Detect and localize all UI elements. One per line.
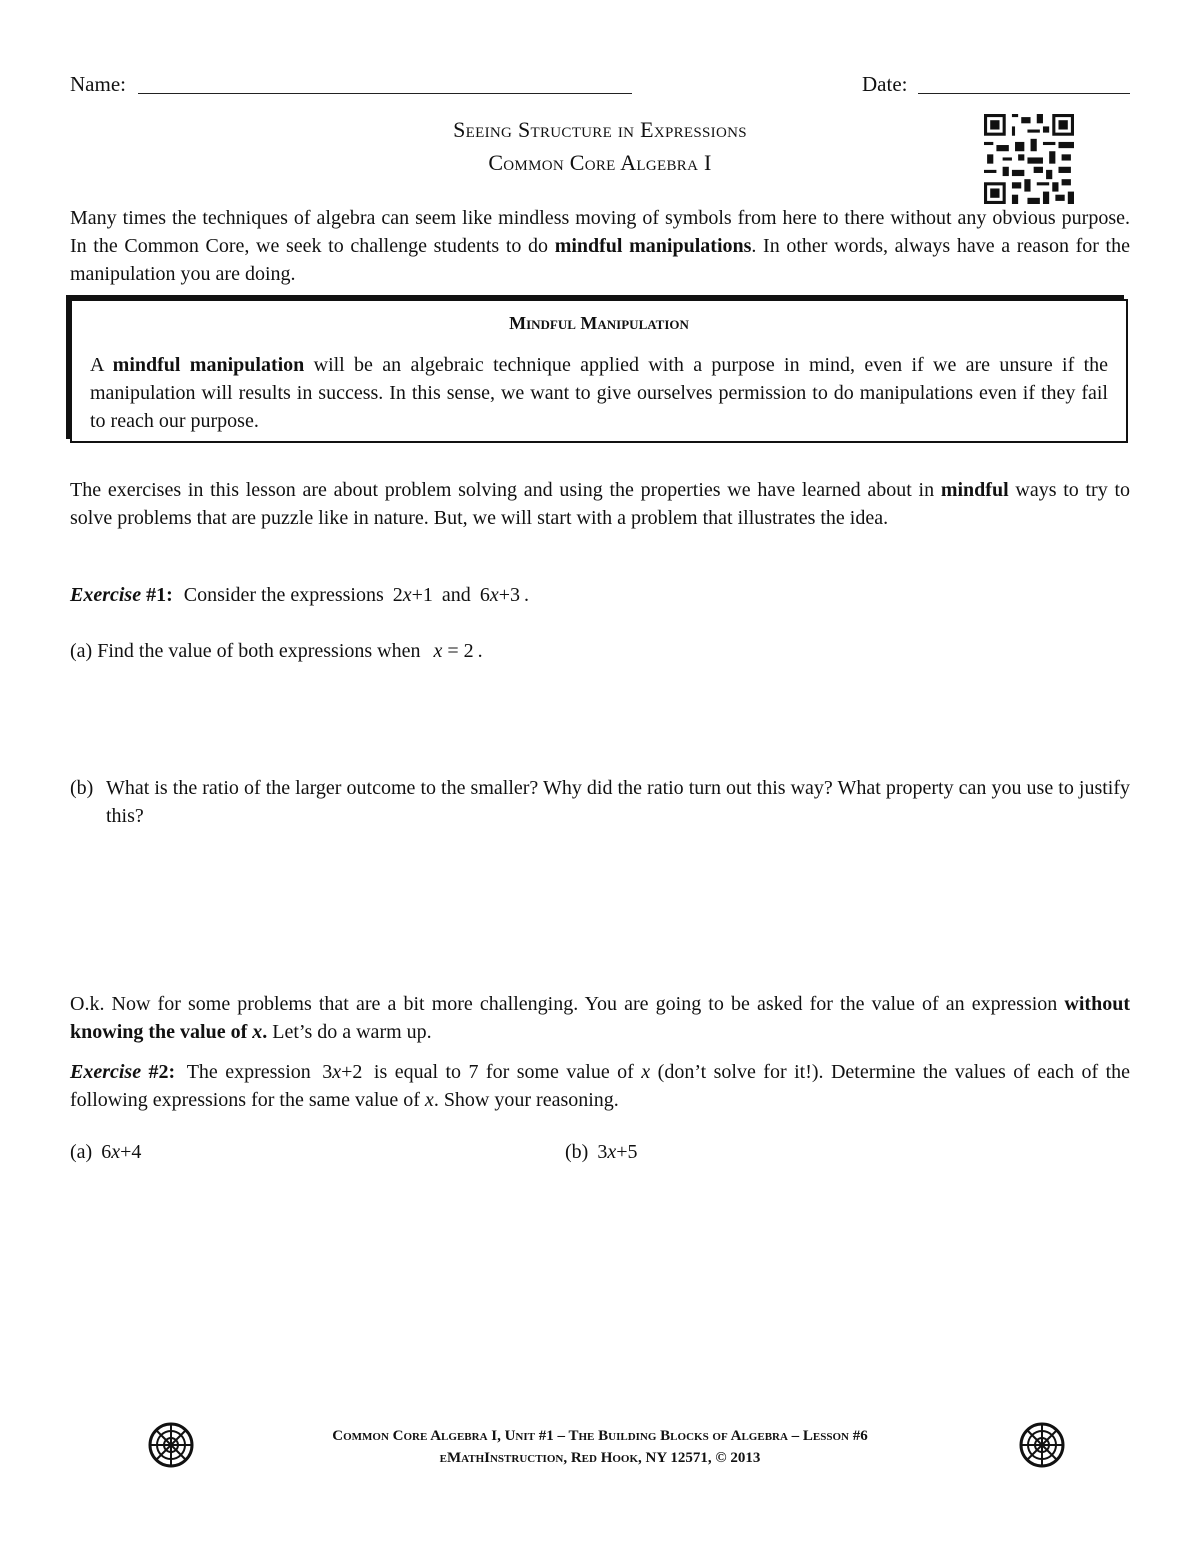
exercise-1-part-a: (a) Find the value of both expressions when x = 2 . — [70, 640, 483, 662]
definition-text-1: A — [90, 354, 113, 376]
footer-publisher-line: eMathInstruction, Red Hook, NY 12571, © 2013 — [439, 1450, 761, 1466]
exercise-2-part-a — [70, 1141, 145, 1164]
date-blank-line — [918, 93, 1130, 94]
warmup-bold: without knowing the value of x. — [70, 993, 1130, 1043]
exercise-2-text-4: . Show your reasoning. — [433, 1089, 619, 1111]
intro-paragraph — [70, 204, 1130, 288]
definition-box-title: Mindful Manipulation — [509, 313, 689, 333]
intro-bold: mindful manipulations — [554, 235, 752, 257]
ex2-part-a-expression: 6x+4 — [101, 1141, 142, 1163]
warmup-text-1: O.k. Now for some problems that are a bit more challenging. You are going to be asked for the value of an expression — [70, 993, 1065, 1015]
exercises-intro-paragraph — [70, 476, 1130, 532]
course-title: Common Core Algebra I — [488, 150, 712, 175]
name-label: Name: — [70, 72, 126, 96]
date-label: Date: — [862, 72, 908, 96]
definition-text-2: will be an algebraic technique applied with a purpose in mind, even if we are unsure if the manipulation will results in success. In this sense, we want to give ourselves permission to do manipulations even if they fail to reach our purpose. — [90, 354, 1109, 432]
footer-course-line: Common Core Algebra I, Unit #1 – The Building Blocks of Algebra – Lesson #6 — [332, 1428, 868, 1444]
exercise-2-text-1: The expression — [186, 1061, 311, 1083]
warmup-paragraph — [70, 990, 1130, 1046]
ex2-part-a-label: (a) — [70, 1141, 93, 1163]
part-a-label: (a) — [70, 640, 93, 662]
exercise-2-label-italic: Exercise — [70, 1061, 142, 1083]
emath-seal-icon — [148, 1422, 194, 1468]
exercise-2-expression: 3x+2 — [322, 1061, 363, 1083]
exercise-1-label-italic: Exercise — [70, 584, 142, 606]
exercise-2-label-num: #2: — [141, 1061, 176, 1083]
emath-seal-icon — [1019, 1422, 1065, 1468]
definition-bold: mindful manipulation — [112, 354, 305, 376]
name-blank-line — [138, 93, 632, 94]
exercise-2-part-b — [565, 1141, 642, 1164]
exercise-2-text-3: (don’t solve for it!). Determine the values of each of the following expressions for the same value of — [70, 1061, 1131, 1111]
exercise-2-text-2: is equal to 7 for some value of — [373, 1061, 634, 1083]
exercise-1-text: Consider the expressions — [183, 584, 384, 606]
exercise-2-var-1: x — [641, 1061, 651, 1083]
intro-text-2: . In other words, always have a reason for the manipulation you are doing. — [70, 235, 1130, 285]
definition-box — [70, 299, 1128, 443]
exercises-intro-text-2: ways to try to solve problems that are puzzle like in nature. But, we will start with a problem that illustrates the idea. — [70, 479, 1130, 529]
exercise-2-var-2: x — [424, 1089, 434, 1111]
exercise-2-prompt — [70, 1058, 1130, 1114]
ex2-part-b-expression: 3x+5 — [597, 1141, 638, 1163]
part-b-label: (b) — [70, 777, 94, 799]
part-a-equation: x = 2 — [433, 640, 474, 662]
exercise-1-prompt: Exercise #1: Consider the expressions 2x+1 and 6x+3 . — [70, 584, 529, 606]
exercises-intro-text-1: The exercises in this lesson are about problem solving and using the properties we have learned about in — [70, 479, 941, 501]
worksheet-title: Seeing Structure in Expressions — [453, 117, 747, 142]
qr-code-icon — [984, 114, 1074, 204]
exercises-intro-bold: mindful — [940, 479, 1009, 501]
exercise-1-expression-1: 2x+1 — [392, 584, 433, 606]
ex2-part-b-label: (b) — [565, 1141, 589, 1163]
part-b-text: What is the ratio of the larger outcome to the smaller? Why did the ratio turn out this way? What property can you use to justify this? — [106, 777, 1130, 827]
exercise-1-and: and — [441, 584, 471, 606]
definition-box-body — [90, 351, 1108, 435]
exercise-1-label-num: #1: — [141, 584, 173, 606]
part-a-text: Find the value of both expressions when — [97, 640, 421, 662]
intro-text-1: Many times the techniques of algebra can seem like mindless moving of symbols from here to there without any obvious purpose. In the Common Core, we seek to challenge students to do — [70, 207, 1130, 257]
warmup-text-2: Let’s do a warm up. — [267, 1021, 432, 1043]
name-date-row — [70, 72, 1130, 102]
exercise-1-expression-2: 6x+3 — [479, 584, 520, 606]
